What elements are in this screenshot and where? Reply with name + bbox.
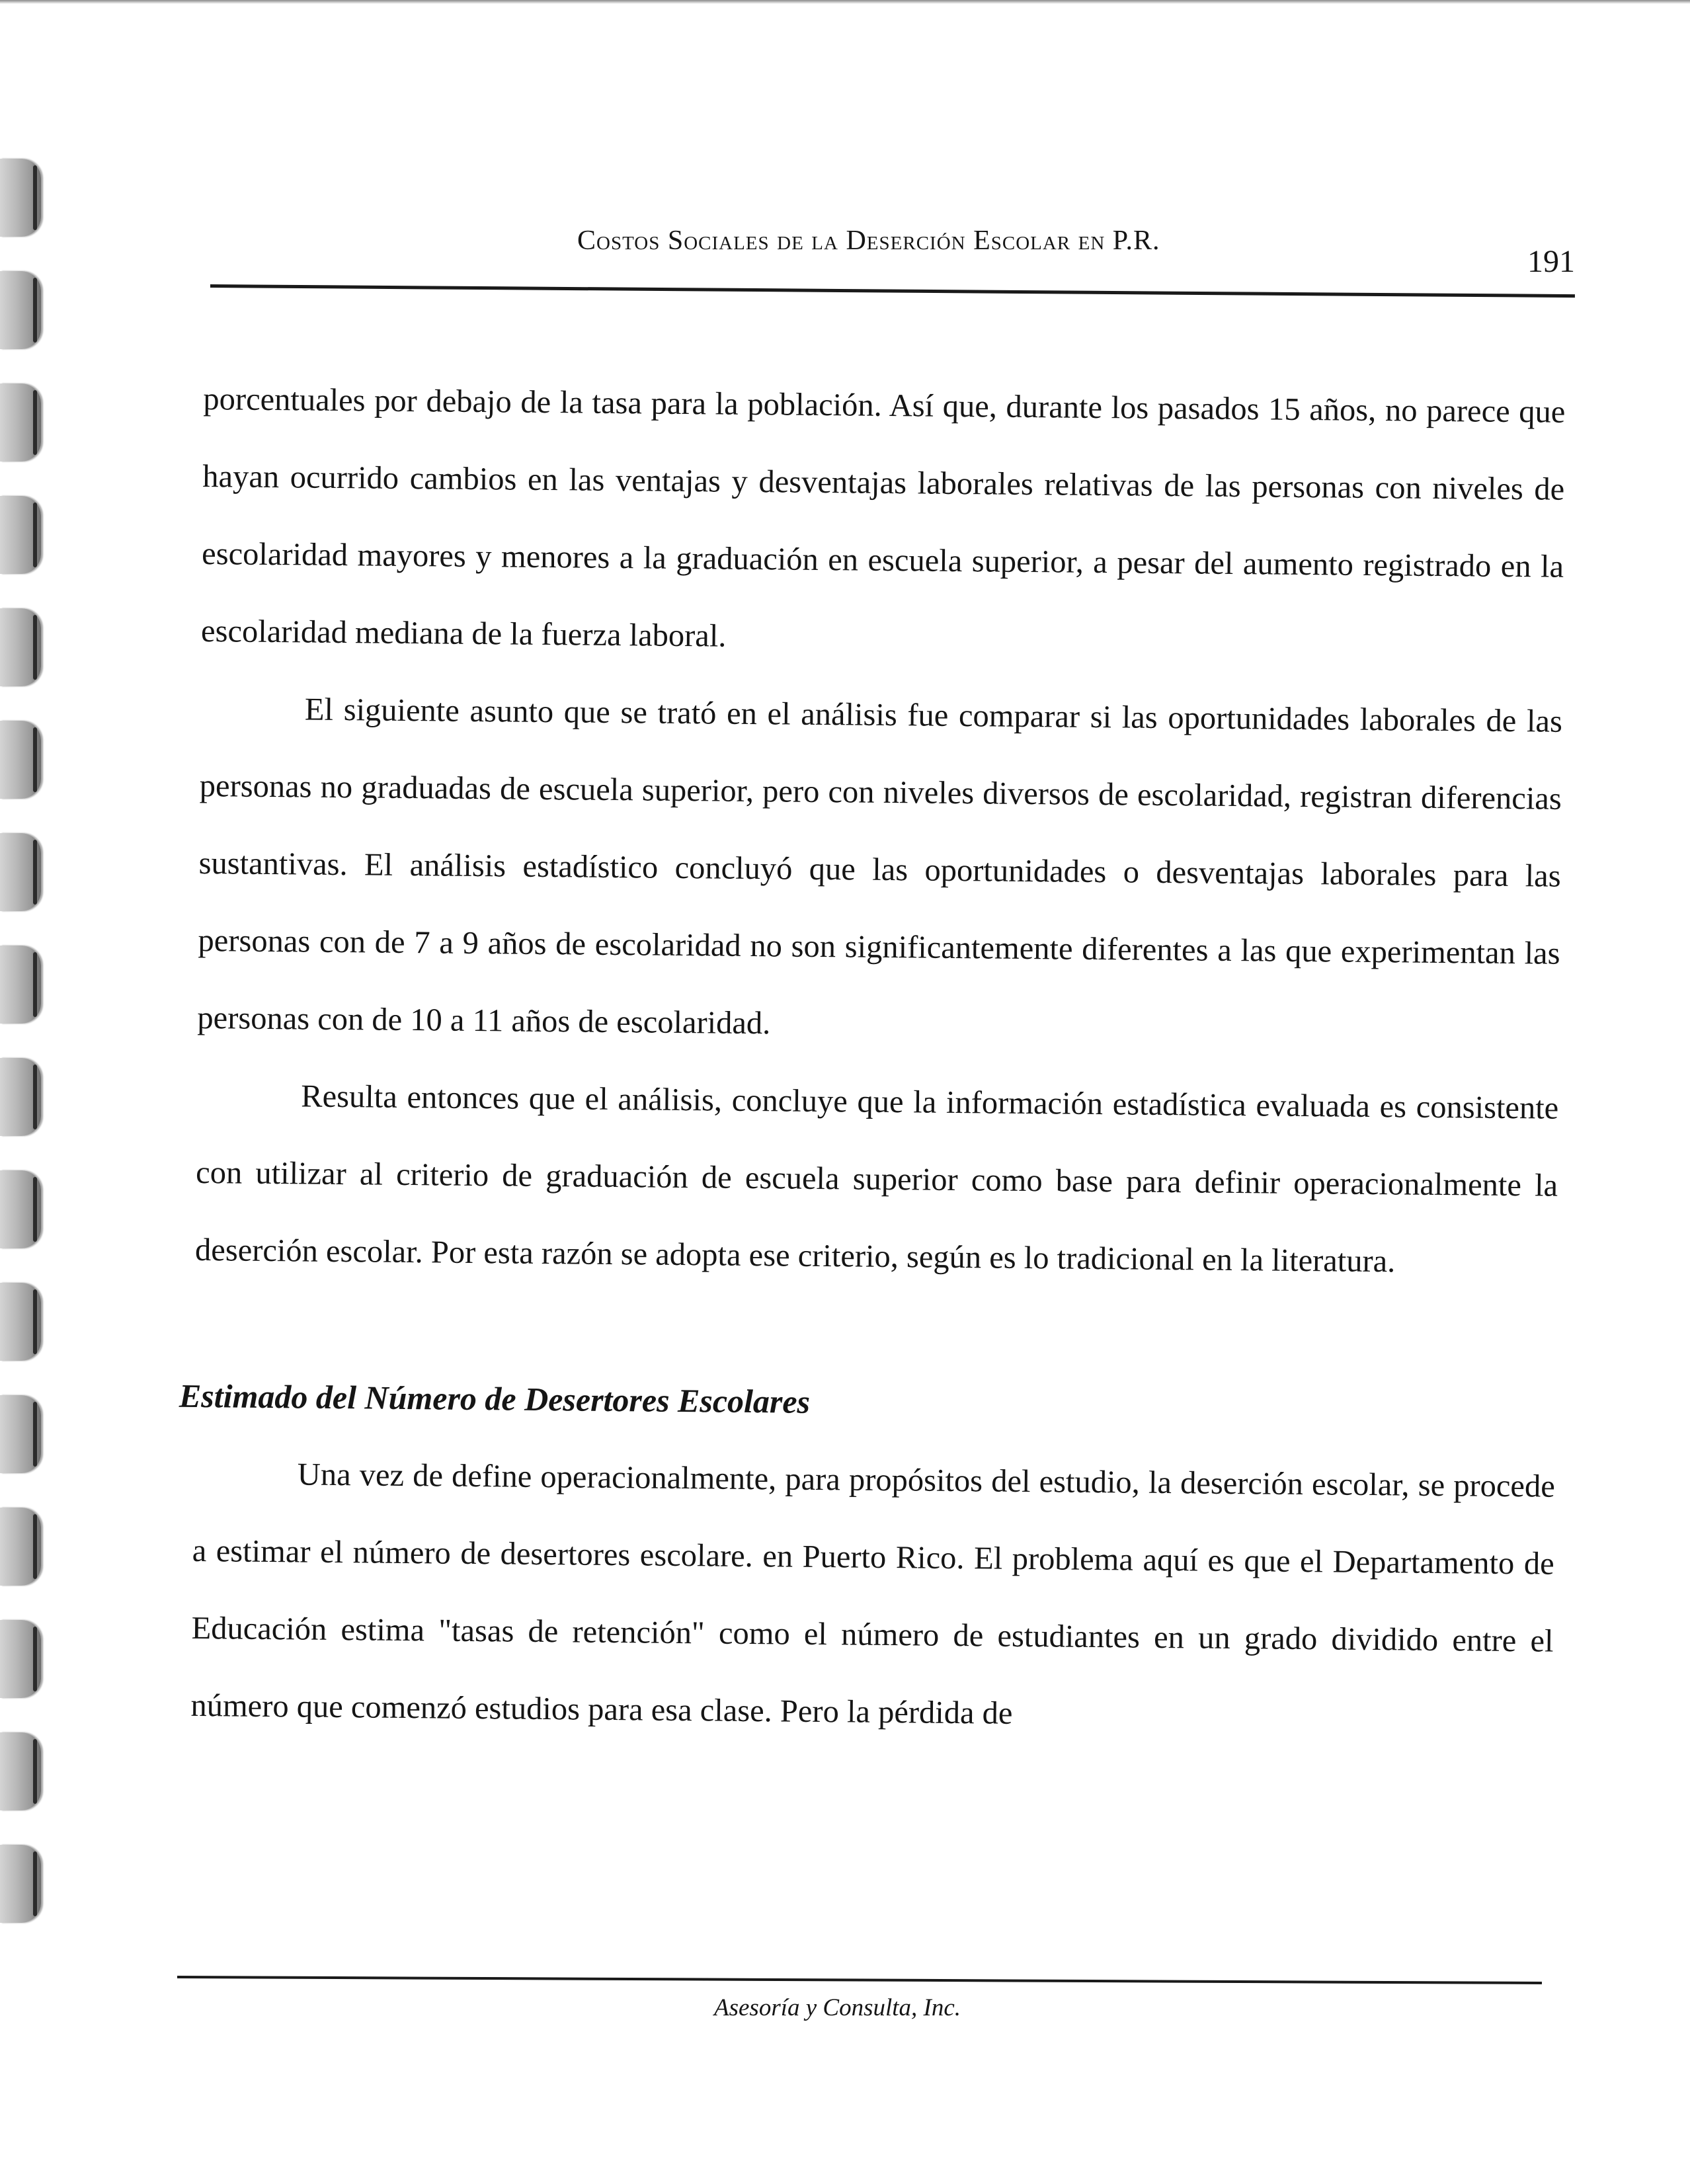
page-header [210,218,1575,298]
paragraph-comparison: El siguiente asunto que se trató en el análisis fue comparar si las oportunidades laborales de las personas no graduadas de escuela superior, pero con niveles diversos de escolaridad, registran diferencias sustantivas. El análisis estadístico concluyó que las oportunidades o desventajas laborales para las personas con de 7 a 9 años de escolaridad no son significantemente diferentes a las que experimentan las personas con de 10 a 11 años de escolaridad. [197,692,1563,1041]
binding-coil [0,1732,41,1810]
binding-coil [0,946,41,1024]
binding-coil [0,1620,41,1698]
binding-coil [0,384,41,462]
binding-coil [0,833,41,911]
running-title: Costos Sociales de la Deserción Escolar en P.R. [577,225,1160,256]
binding-coil [0,159,41,237]
binding-coil [0,1845,41,1923]
section-heading: Estimado del Número de Desertores Escolares [179,1377,811,1420]
binding-coil [0,1058,41,1136]
paragraph-conclusion: Resulta entonces que el análisis, concluye que la información estadística evaluada es consistente con utilizar al criterio de graduación de escuela superior como base para definir operacionalmente la deserción escolar. Por esta razón se adopta ese criterio, según es lo tradicional en la literatura. [194,1078,1559,1279]
header-rule [210,284,1575,298]
footer-publisher: Asesoría y Consulta, Inc. [714,1994,961,2021]
binding-coil [0,1395,41,1473]
body-text [179,360,1566,1758]
page-top-edge [0,0,1690,4]
binding-coil [0,1170,41,1248]
binding-coil [0,271,41,349]
binding-coil [0,1283,41,1361]
spiral-binding [0,0,60,2184]
paragraph-continuation: porcentuales por debajo de la tasa para la población. Así que, durante los pasados 15 años, no parece que hayan ocurrido cambios en las ventajas y desventajas laborales relativas de las personas con niveles de escolaridad mayores y menores a la graduación en escuela superior, a pesar del aumento registrado en la escolaridad mediana de la fuerza laboral. [200,381,1566,654]
binding-coil [0,608,41,686]
binding-coil [0,496,41,574]
binding-coil [0,1508,41,1586]
footer-rule [177,1976,1542,1984]
page-number: 191 [1527,244,1575,279]
paragraph-estimate: Una vez de define operacionalmente, para propósitos del estudio, la deserción escolar, se procede a estimar el número de desertores escolare. en Puerto Rico. El problema aquí es que el Departamento de Educación estima "tasas de retención" como el número de estudiantes en un grado dividido entre el número que comenzó estudios para esa clase. Pero la pérdida de [190,1457,1555,1731]
binding-coil [0,721,41,799]
